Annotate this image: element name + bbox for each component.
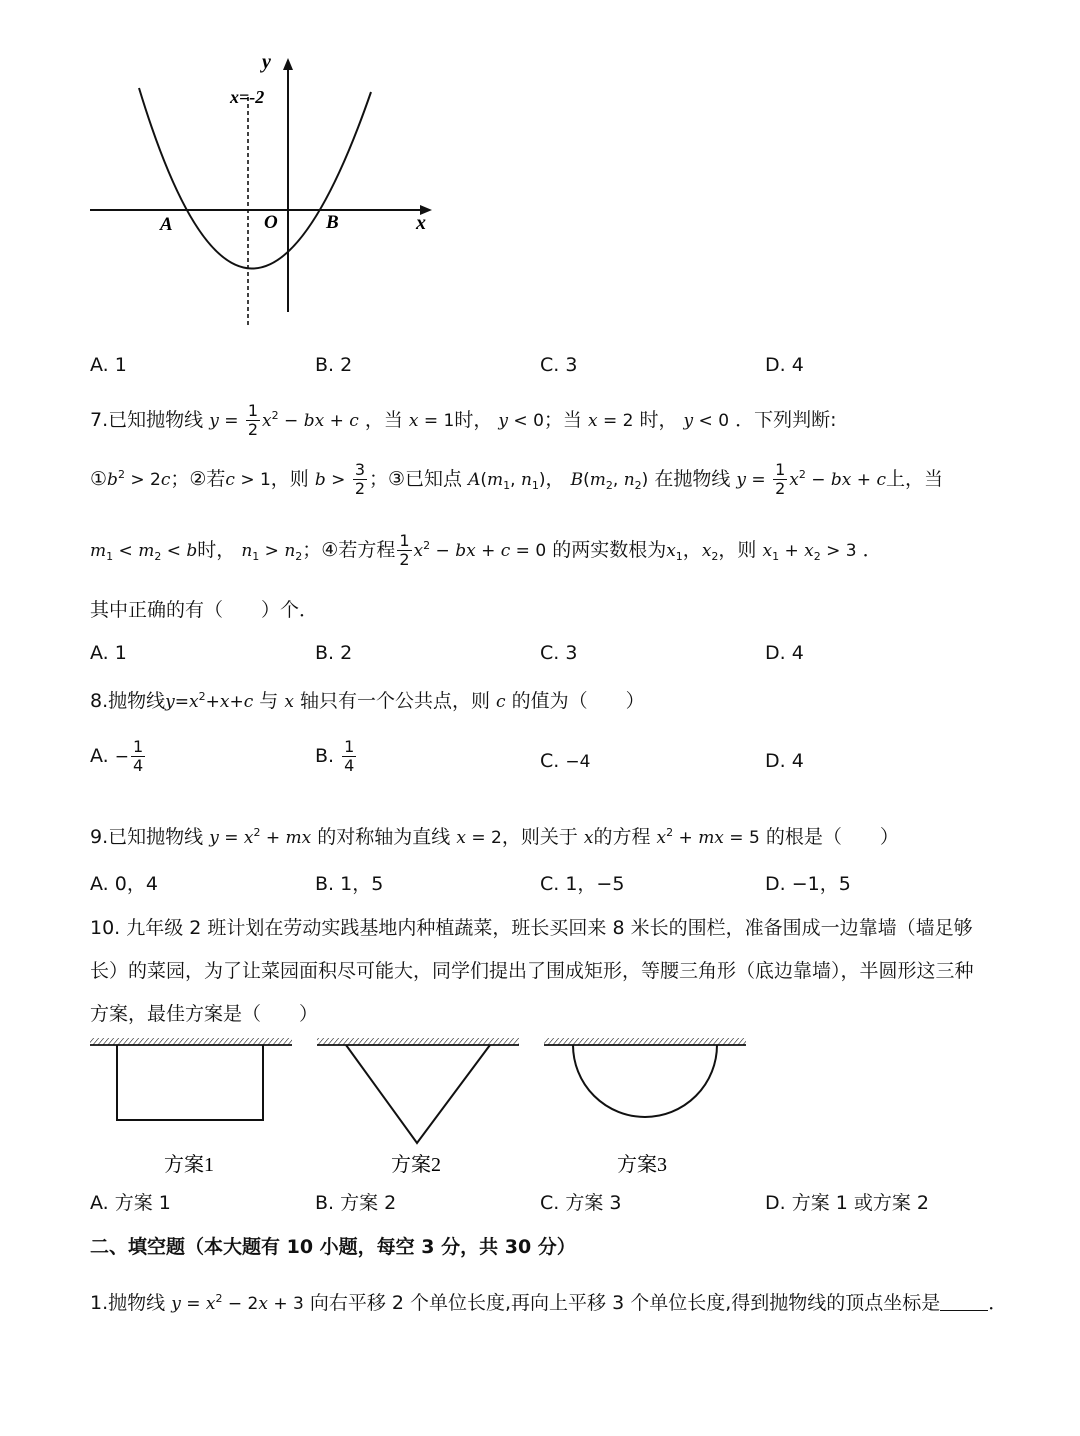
q9-option-d[interactable]: D. −1，5	[765, 873, 851, 895]
plan2-figure	[317, 1038, 519, 1143]
q7-statements-line1: $①b^2 > 2c$；②若c > 1，则 b > $\frac{3}{2}$ ；③已知点 $A(m_1$, $n_1$)， $B(m_2$, $n_2$) 在抛物线 y = $\frac{1}{2}$ $x^2$ − bx + c上，当	[90, 460, 943, 498]
q10-option-b[interactable]: B. 方案 2	[315, 1192, 397, 1214]
fill1-stem: 1.抛物线 $y = x^2 - 2x + 3$ 向右平移 2 个单位长度,再向上平移 3 个单位长度,得到抛物线的顶点坐标是 ．	[90, 1292, 1008, 1314]
symmetry-axis-label: x=-2	[230, 87, 265, 107]
answer-blank[interactable]	[940, 1292, 988, 1311]
q9-option-b[interactable]: B. 1，5	[315, 873, 384, 895]
point-a-label: A	[160, 214, 173, 235]
q8-option-d[interactable]: D. 4	[765, 750, 804, 772]
q6-option-a[interactable]: A. 1	[90, 354, 127, 376]
q10-option-d[interactable]: D. 方案 1 或方案 2	[765, 1192, 930, 1214]
x-axis-label: x	[416, 212, 426, 234]
q7-option-c[interactable]: C. 3	[540, 642, 578, 664]
q7-option-b[interactable]: B. 2	[315, 642, 353, 664]
plan3-figure	[544, 1038, 746, 1117]
q10-line2: 长）的菜园，为了让菜园面积尽可能大，同学们提出了围成矩形，等腰三角形（底边靠墙），半圆形这三种	[90, 960, 974, 982]
q8-option-a[interactable]: A. − $\frac{1}{4}$	[90, 737, 144, 775]
q7-statements-line2: $m_1 < m_2 < b$时， $n_1 > n_2$；④若方程 $\frac{1}{2}$ $x^2$ − bx + c = 0 的两实数根为$x_1$，$x_2$，则 $x_1 + x_2 > 3$ ．	[90, 531, 882, 569]
plans-figure	[0, 1030, 1080, 1180]
q9-stem: 9.已知抛物线 $y = x^2$ + mx 的对称轴为直线 x = 2，则关于 x的方程 $x^2$ + mx = 5 的根是（ ）	[90, 826, 899, 848]
parabola-curve	[139, 88, 371, 269]
q7-option-d[interactable]: D. 4	[765, 642, 804, 664]
y-axis	[283, 58, 293, 312]
q7-option-a[interactable]: A. 1	[90, 642, 127, 664]
parabola-graph	[0, 0, 460, 340]
q8-option-b[interactable]: B. $\frac{1}{4}$	[315, 737, 355, 775]
q6-option-d[interactable]: D. 4	[765, 354, 804, 376]
q10-option-c[interactable]: C. 方案 3	[540, 1192, 622, 1214]
plan1-label: 方案1	[164, 1154, 214, 1176]
q9-option-a[interactable]: A. 0，4	[90, 873, 158, 895]
q8-stem: 8.抛物线$y=x^2+x+c$ 与 x 轴只有一个公共点，则 c 的值为（ ）	[90, 690, 645, 712]
plan3-label: 方案3	[617, 1154, 667, 1176]
plan1-figure	[90, 1038, 292, 1120]
q10-option-a[interactable]: A. 方案 1	[90, 1192, 171, 1214]
q10-line3: 方案，最佳方案是（ ）	[90, 1003, 319, 1025]
section2-title: 二、填空题（本大题有 10 小题，每空 3 分，共 30 分）	[90, 1236, 576, 1258]
point-b-label: B	[326, 212, 339, 233]
x-axis	[90, 205, 432, 215]
origin-label: O	[264, 212, 278, 233]
plan2-label: 方案2	[391, 1154, 441, 1176]
q7-stem: 7.已知抛物线 y = $\frac{1}{2}$ $x^2$ − bx + c ，当 x = 1时， y < 0；当 x = 2 时， y < 0 ．下列判断:	[90, 401, 837, 439]
q10-line1: 10. 九年级 2 班计划在劳动实践基地内种植蔬菜，班长买回来 8 米长的围栏，准备围成一边靠墙（墙足够	[90, 917, 973, 939]
q6-option-b[interactable]: B. 2	[315, 354, 353, 376]
q8-option-c[interactable]: C. −4	[540, 750, 591, 772]
q6-option-c[interactable]: C. 3	[540, 354, 578, 376]
y-axis-label: y	[262, 51, 271, 73]
q7-question: 其中正确的有（ ）个．	[90, 599, 319, 621]
q9-option-c[interactable]: C. 1，−5	[540, 873, 625, 895]
